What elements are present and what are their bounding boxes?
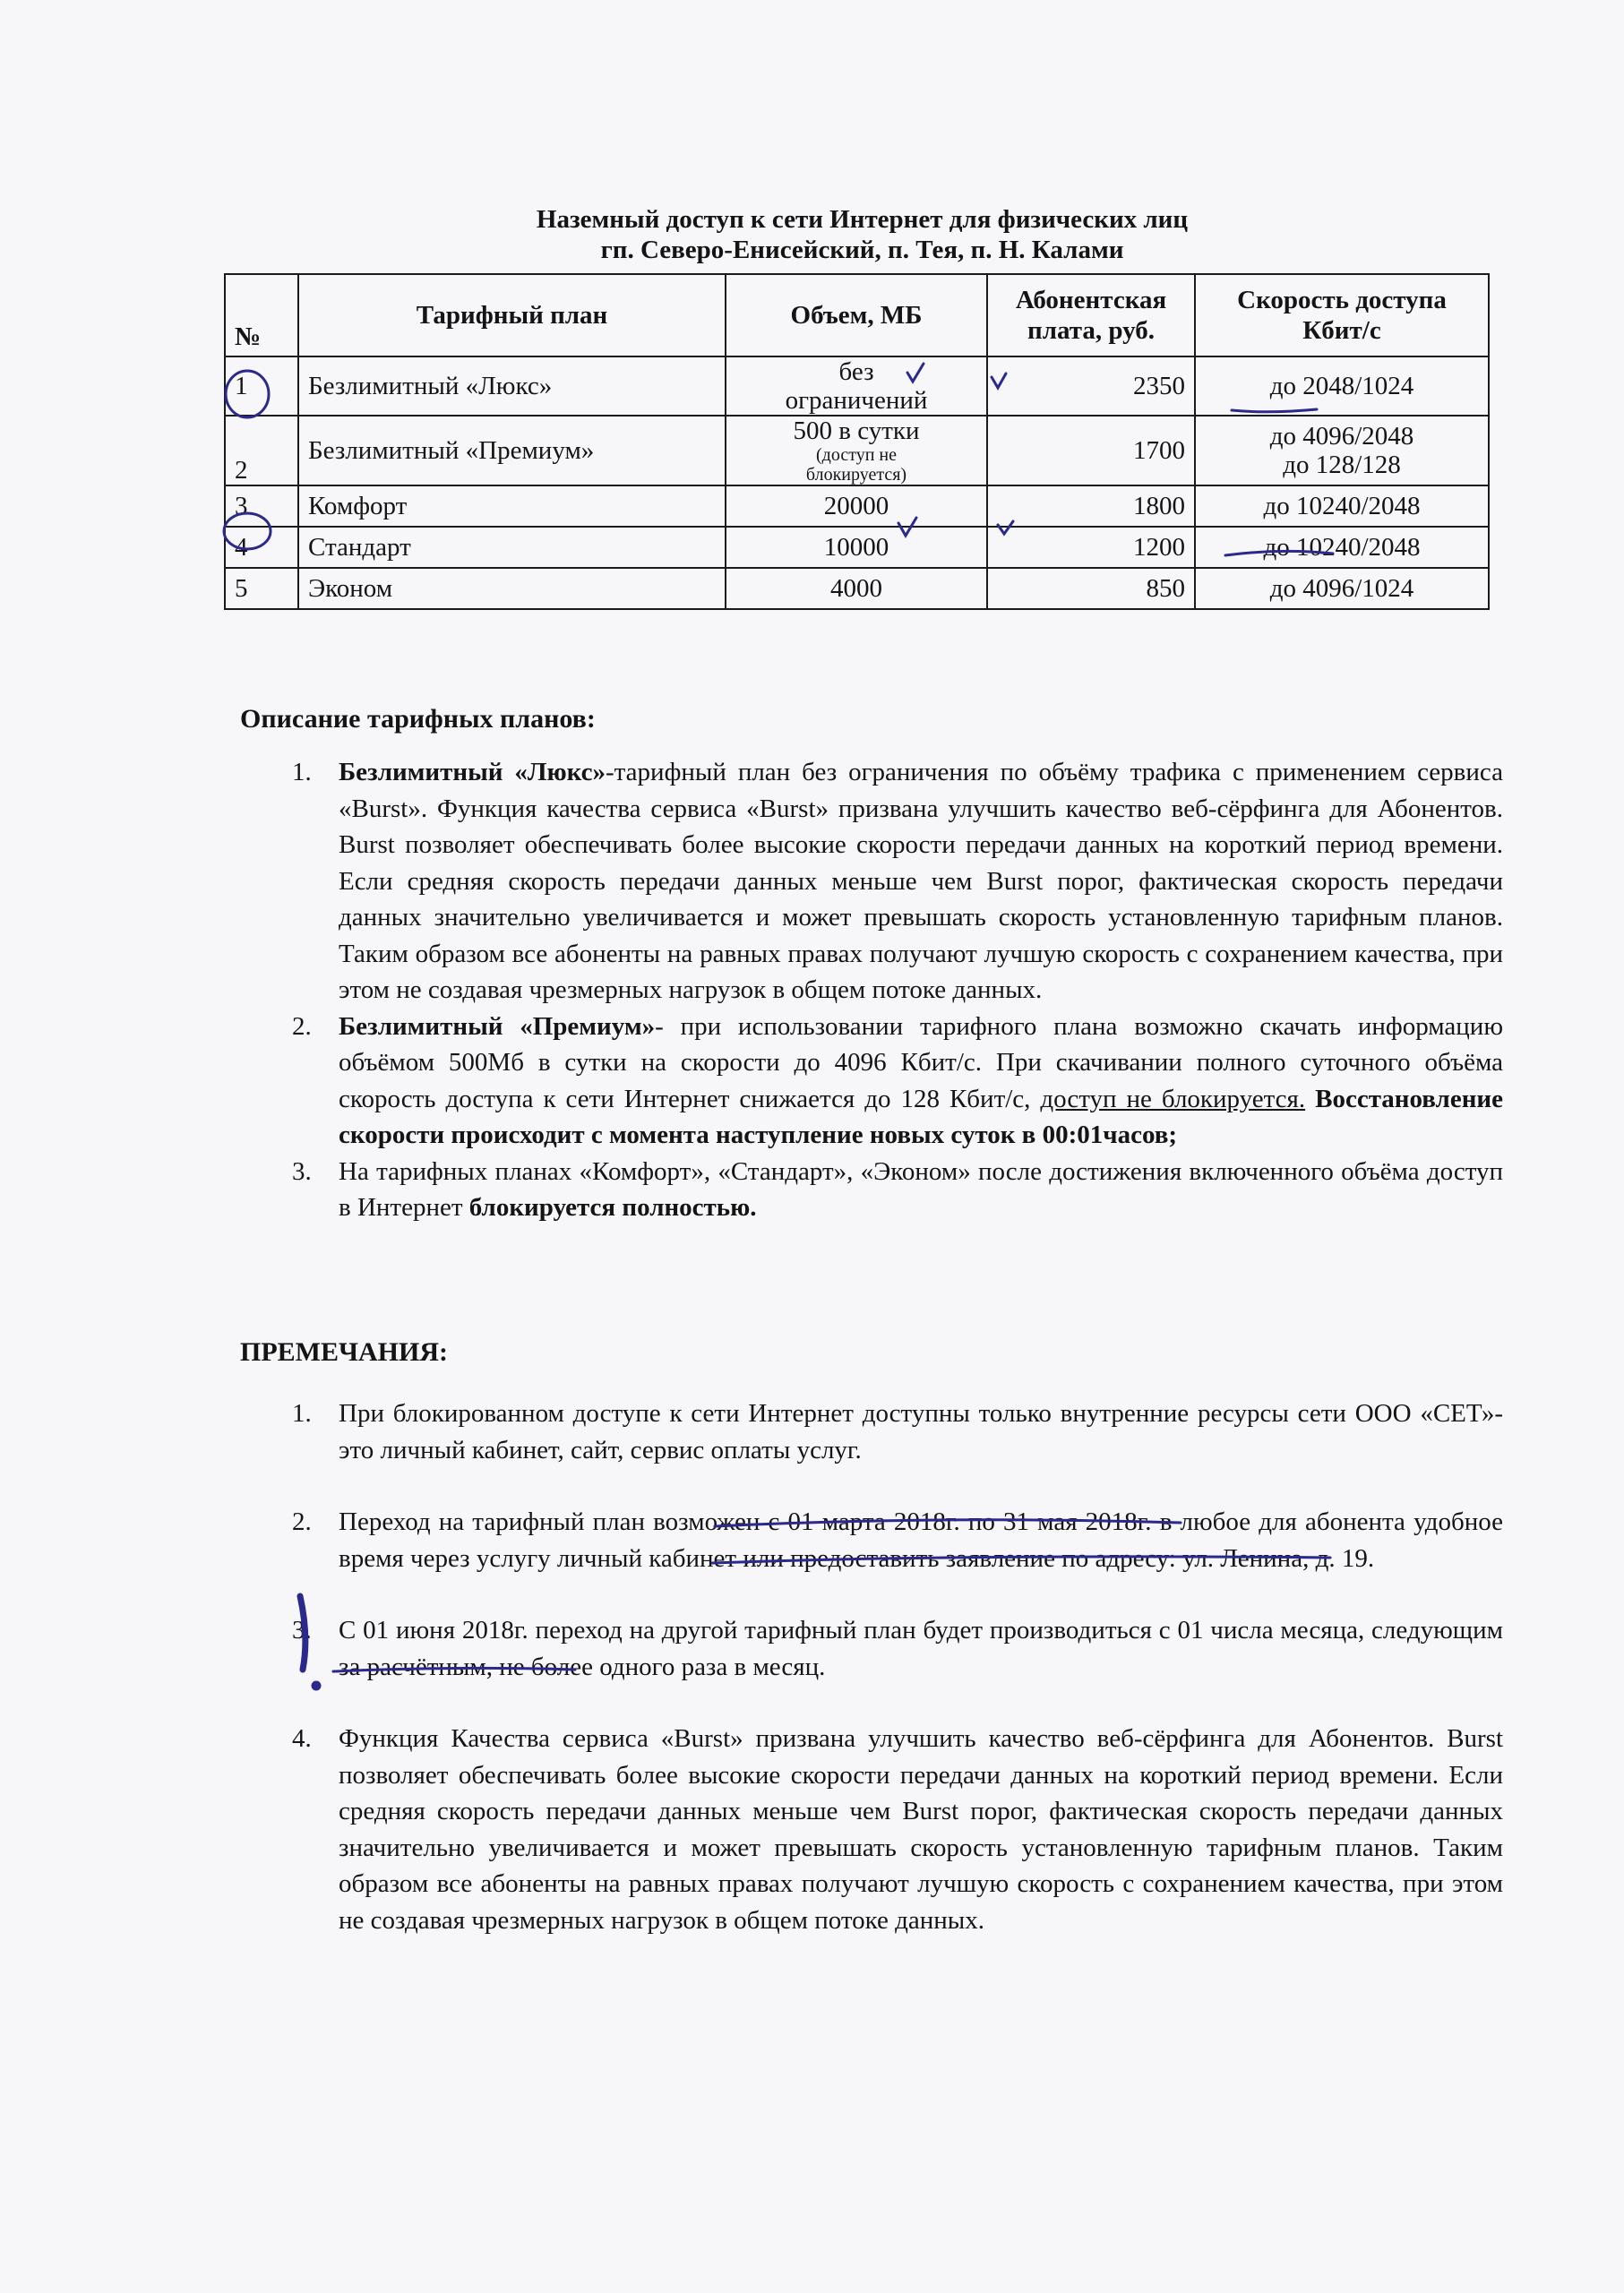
notes-list xyxy=(240,1396,1503,1974)
item-bold-tail: блокируется полностью. xyxy=(468,1193,757,1222)
row-speed xyxy=(1195,416,1489,485)
speed-text-2: до 128/128 xyxy=(1283,451,1401,479)
volume-note: (доступ не блокируется) xyxy=(805,445,907,485)
item-number: 3. xyxy=(292,1616,312,1645)
item-text: С 01 июня 2018г. переход на другой тарифный план будет производиться с 01 числа месяца, следующим за расчётным, не более одного раза в месяц. xyxy=(339,1616,1503,1681)
description-heading: Описание тарифных планов: xyxy=(240,704,596,734)
row-num: 4 xyxy=(225,527,298,568)
item-number: 2. xyxy=(292,1507,312,1536)
row-speed: до 10240/2048 xyxy=(1195,527,1489,568)
list-item xyxy=(292,1504,1503,1576)
item-bold: Безлимитный «Премиум» xyxy=(339,1011,656,1041)
row-plan: Эконом xyxy=(298,568,726,609)
header-num: № xyxy=(225,274,298,356)
row-fee: 2350 xyxy=(987,356,1195,416)
row-volume: 10000 xyxy=(726,527,987,568)
item-text: Функция Качества сервиса «Burst» призвана улучшить качество веб-сёрфинга для Абонентов. Burst позволяет обеспечивать более высокие скорости передачи данных на короткий период времени. Если средняя скорость передачи данных меньше чем Burst порог, фактическая скорость передачи данных значительно увеличивается и может превышать скорость установленную тарифным планов. Таким образом все абоненты на равных правах получают лучшую скорость с сохранением качества, при этом не создавая чрезмерных нагрузок в общем потоке данных. xyxy=(339,1724,1503,1935)
row-num: 2 xyxy=(225,416,298,485)
item-text: Переход на тарифный план возможен с 01 марта 2018г. по 31 мая 2018г. в любое для абонента удобное время через услугу личный кабинет или предоставить заявление по адресу: ул. Ленина, д. 19. xyxy=(339,1507,1503,1573)
row-volume: 4000 xyxy=(726,568,987,609)
table-row xyxy=(225,485,1489,527)
row-plan: Безлимитный «Премиум» xyxy=(298,416,726,485)
row-speed: до 2048/1024 xyxy=(1195,356,1489,416)
item-bold-tail: Восстановление скорости происходит с момента наступление новых суток в 00:01часов; xyxy=(339,1084,1503,1149)
item-bold: Безлимитный «Люкс» xyxy=(339,758,606,786)
row-fee: 850 xyxy=(987,568,1195,609)
row-plan: Комфорт xyxy=(298,485,726,527)
row-num: 5 xyxy=(225,568,298,609)
speed-text: до 4096/2048 xyxy=(1269,422,1414,451)
list-item xyxy=(292,754,1503,1009)
tariff-table xyxy=(224,273,1490,610)
volume-text: без ограничений xyxy=(785,357,928,415)
item-number: 1. xyxy=(292,1399,312,1428)
row-fee: 1200 xyxy=(987,527,1195,568)
row-volume: 20000 xyxy=(726,485,987,527)
document-title xyxy=(224,204,1500,265)
table-row xyxy=(225,527,1489,568)
row-volume xyxy=(726,356,987,416)
row-plan: Безлимитный «Люкс» xyxy=(298,356,726,416)
row-plan: Стандарт xyxy=(298,527,726,568)
title-line-1: Наземный доступ к сети Интернет для физических лиц xyxy=(536,205,1189,234)
notes-heading: ПРЕМЕЧАНИЯ: xyxy=(240,1337,449,1367)
title-line-2: гп. Северо-Енисейский, п. Тея, п. Н. Калами xyxy=(600,236,1124,264)
table-row xyxy=(225,356,1489,416)
list-item xyxy=(292,1009,1503,1154)
row-volume xyxy=(726,416,987,485)
item-number: 3. xyxy=(292,1156,312,1186)
table-row xyxy=(225,568,1489,609)
volume-text: 500 в сутки xyxy=(793,417,920,445)
item-number: 2. xyxy=(292,1011,312,1041)
row-fee: 1800 xyxy=(987,485,1195,527)
table-header-row xyxy=(225,274,1489,356)
header-fee: Абонентская плата, руб. xyxy=(987,274,1195,356)
list-item xyxy=(292,1154,1503,1226)
row-speed: до 10240/2048 xyxy=(1195,485,1489,527)
table-row xyxy=(225,416,1489,485)
description-list xyxy=(240,754,1503,1226)
list-item xyxy=(292,1612,1503,1685)
item-text: - при использовании тарифного плана возможно скачать информацию объёмом 500Мб в сутки на скорости до 4096 Кбит/с. При скачивании полного суточного объёма скорость доступа к сети Интернет снижается до 128 Кбит/с, xyxy=(339,1011,1503,1113)
item-number: 1. xyxy=(292,758,312,786)
row-speed: до 4096/1024 xyxy=(1195,568,1489,609)
item-text: При блокированном доступе к сети Интернет доступны только внутренние ресурсы сети ООО «СЕТ»-это личный кабинет, сайт, сервис оплаты услуг. xyxy=(339,1399,1503,1464)
header-volume: Объем, МБ xyxy=(726,274,987,356)
row-num: 3 xyxy=(225,485,298,527)
list-item xyxy=(292,1721,1503,1938)
row-fee: 1700 xyxy=(987,416,1195,485)
header-plan: Тарифный план xyxy=(298,274,726,356)
item-number: 4. xyxy=(292,1724,312,1753)
header-speed: Скорость доступа Кбит/с xyxy=(1195,274,1489,356)
item-underline: доступ не блокируется. xyxy=(1040,1084,1306,1113)
item-text: -тарифный план без ограничения по объёму трафика с применением сервиса «Burst». Функция качества сервиса «Burst» призвана улучшить качество веб-сёрфинга для Абонентов. Burst позволяет обеспечивать более высокие скорости передачи данных на короткий период времени. Если средняя скорость передачи данных меньше чем Burst порог, фактическая скорость передачи данных значительно увеличивается и может превышать скорость установленную тарифным планов. Таким образом все абоненты на равных правах получают лучшую скорость с сохранением качества, при этом не создавая чрезмерных нагрузок в общем потоке данных. xyxy=(339,758,1503,1004)
list-item xyxy=(292,1396,1503,1468)
row-num: 1 xyxy=(225,356,298,416)
item-text: На тарифных планах «Комфорт», «Стандарт», «Эконом» после достижения включенного объёма доступ в Интернет xyxy=(339,1156,1503,1222)
